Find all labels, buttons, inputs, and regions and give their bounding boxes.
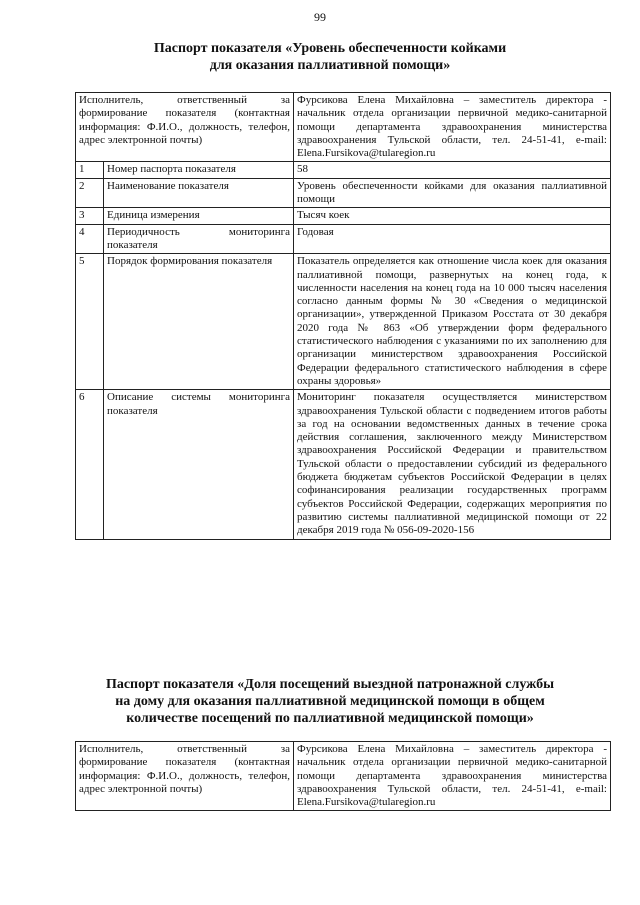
passport-table-1 [75,92,611,540]
passport-table-2 [75,741,611,811]
row-label: Наименование показателя [104,178,294,208]
row-value: Показатель определяется как отношение числа коек для оказания паллиативной помощи, развернутых на конец года, к численности населения на конец года на 10 000 тысяч населения согласно данным формы № 30 «Сведения о медицинской организации», утвержденной Приказом Росстата от 30 декабря 2020 года № 863 «Об утверждении форм федерального статистического наблюдения с указаниями по их заполнению для организации министерством здравоохранения Российской Федерации федерального статистического наблюдения в сфере охраны здоровья» [294,254,611,390]
heading-line: для оказания паллиативной помощи» [209,58,451,73]
table-row [76,93,611,162]
heading-line: Паспорт показателя «Уровень обеспеченности койками [153,41,507,56]
row-number: 2 [76,178,104,208]
row-value: 58 [294,162,611,178]
passport-heading-2 [60,676,600,727]
executor-value: Фурсикова Елена Михайловна – заместитель директора - начальник отдела организации первичной медико-санитарной помощи департамента здравоохранения министерства здравоохранения Тульской области, тел. 24-51-41, e-mail: Elena.Fursikova@tularegion.ru [294,742,611,811]
heading-line: количестве посещений по паллиативной медицинской помощи» [126,711,534,726]
table-row [76,162,611,178]
row-label: Порядок формирования показателя [104,254,294,390]
row-value: Мониторинг показателя осуществляется министерством здравоохранения Тульской области с подведением итогов работы за год на основании ведомственных данных в течение срока действия соглашения, заключенного между Министерством здравоохранения Российской Федерации и правительством Тульской области о предоставлении субсидий из федерального бюджета бюджетам субъектов Российской Федерации в целях софинансирования реализации государственных программ субъектов Российской Федерации, содержащих мероприятия по развитию системы паллиативной медицинской помощи от 22 декабря 2019 года № 056-09-2020-156 [294,390,611,539]
row-value: Годовая [294,224,611,254]
heading-line: на дому для оказания паллиативной медицинской помощи в общем [115,694,545,709]
table-row [76,208,611,224]
row-label: Периодичность мониторинга показателя [104,224,294,254]
row-number: 3 [76,208,104,224]
executor-value: Фурсикова Елена Михайловна – заместитель директора - начальник отдела организации первичной медико-санитарной помощи департамента здравоохранения министерства здравоохранения Тульской области, тел. 24-51-41, e-mail: Elena.Fursikova@tularegion.ru [294,93,611,162]
row-number: 4 [76,224,104,254]
row-number: 5 [76,254,104,390]
row-label: Описание системы мониторинга показателя [104,390,294,539]
table-row [76,224,611,254]
table-row [76,742,611,811]
table-row [76,390,611,539]
row-value: Уровень обеспеченности койками для оказания паллиативной помощи [294,178,611,208]
row-value: Тысяч коек [294,208,611,224]
row-number: 1 [76,162,104,178]
table-row [76,254,611,390]
heading-line: Паспорт показателя «Доля посещений выездной патронажной службы [105,677,555,692]
page-number: 99 [314,10,326,24]
passport-heading-1 [60,40,600,74]
table-row [76,178,611,208]
row-number: 6 [76,390,104,539]
row-label: Номер паспорта показателя [104,162,294,178]
row-label: Единица измерения [104,208,294,224]
executor-label: Исполнитель, ответственный за формирование показателя (контактная информация: Ф.И.О., должность, телефон, адрес электронной почты) [76,742,294,811]
executor-label: Исполнитель, ответственный за формирование показателя (контактная информация: Ф.И.О., должность, телефон, адрес электронной почты) [76,93,294,162]
